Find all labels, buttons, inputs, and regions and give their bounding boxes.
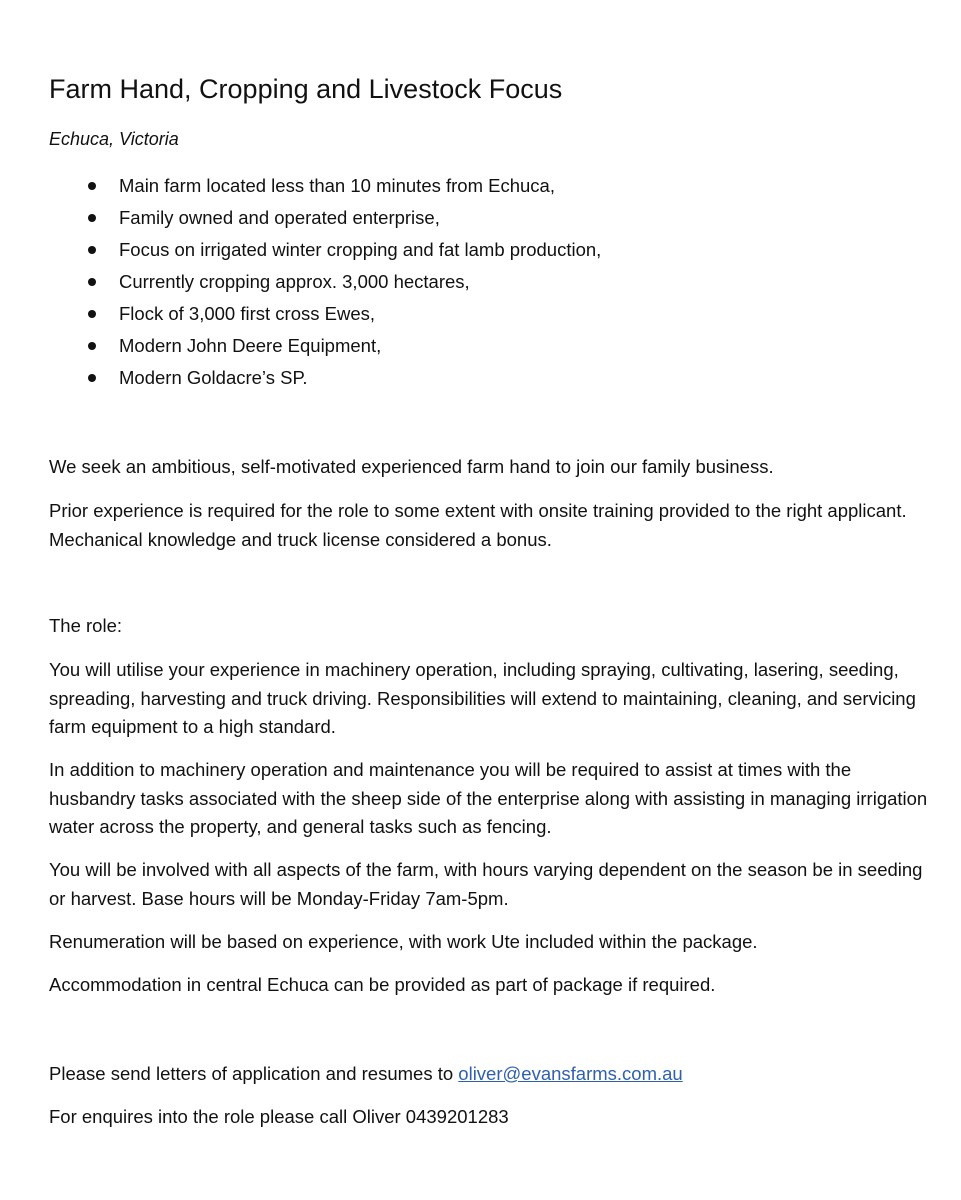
job-title: Farm Hand, Cropping and Livestock Focus: [49, 74, 563, 104]
role-hours-paragraph: You will be involved with all aspects of the farm, with hours varying dependent on the season be in seeding or harvest. Base hours will be Monday-Friday 7am-5pm.: [49, 859, 923, 909]
apply-paragraph: [49, 1060, 929, 1089]
bullet-dot-icon: [88, 214, 96, 222]
role-husbandry-paragraph: In addition to machinery operation and maintenance you will be required to assist at times with the husbandry tasks associated with the sheep side of the enterprise along with assisting in managing irrigation water across the property, and general tasks such as fencing.: [49, 759, 928, 837]
list-item-text: Modern John Deere Equipment,: [119, 335, 382, 356]
list-item-text: Focus on irrigated winter cropping and fat lamb production,: [119, 239, 602, 260]
list-item: [49, 364, 601, 396]
farm-highlights-list: [49, 172, 601, 396]
job-location: Echuca, Victoria: [49, 129, 179, 149]
list-item-text: Family owned and operated enterprise,: [119, 207, 440, 228]
role-heading: The role:: [49, 615, 123, 636]
list-item: [49, 332, 601, 364]
role-machinery-paragraph: You will utilise your experience in machinery operation, including spraying, cultivating, lasering, seeding, spreading, harvesting and truck driving. Responsibilities will extend to maintaining, cleaning, and servicing farm equipment to a high standard.: [49, 659, 916, 737]
bullet-dot-icon: [88, 182, 96, 190]
list-item: [49, 268, 601, 300]
list-item: [49, 204, 601, 236]
intro-paragraph: We seek an ambitious, self-motivated experienced farm hand to join our family business.: [49, 456, 774, 477]
apply-email-link[interactable]: oliver@evansfarms.com.au: [458, 1063, 683, 1084]
apply-text: Please send letters of application and resumes to: [49, 1063, 459, 1084]
list-item-text: Currently cropping approx. 3,000 hectares,: [119, 271, 470, 292]
list-item-text: Modern Goldacre’s SP.: [119, 367, 308, 388]
list-item-text: Flock of 3,000 first cross Ewes,: [119, 303, 376, 324]
list-item: [49, 172, 601, 204]
list-item: [49, 300, 601, 332]
enquiries-paragraph: For enquires into the role please call Oliver 0439201283: [49, 1106, 509, 1127]
experience-paragraph: Prior experience is required for the role to some extent with onsite training provided to the right applicant. Mechanical knowledge and truck license considered a bonus.: [49, 500, 907, 550]
remuneration-paragraph: Renumeration will be based on experience, with work Ute included within the package.: [49, 931, 758, 952]
accommodation-paragraph: Accommodation in central Echuca can be provided as part of package if required.: [49, 974, 716, 995]
bullet-dot-icon: [88, 374, 96, 382]
list-item-text: Main farm located less than 10 minutes from Echuca,: [119, 175, 555, 196]
bullet-dot-icon: [88, 246, 96, 254]
list-item: [49, 236, 601, 268]
bullet-dot-icon: [88, 310, 96, 318]
bullet-dot-icon: [88, 278, 96, 286]
bullet-dot-icon: [88, 342, 96, 350]
